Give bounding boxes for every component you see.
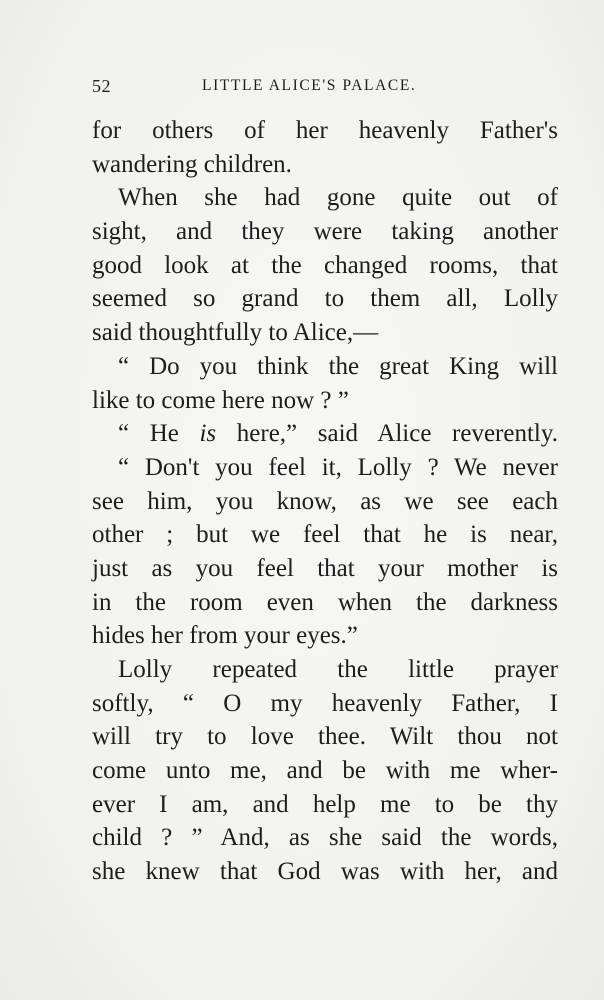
text-line: in the room even when the darkness [92, 588, 558, 616]
text-line: child ? ” And, as she said the words, [92, 824, 558, 852]
text-line: she knew that God was with her, and [92, 858, 558, 886]
text-line: When she had gone quite out of [118, 184, 558, 212]
text-line: will try to love thee. Wilt thou not [92, 723, 558, 751]
text-line: ever I am, and help me to be thy [92, 790, 558, 818]
text-line: for others of her heavenly Father's [92, 117, 558, 144]
text-line: hides her from your eyes.” [92, 622, 358, 650]
text-line: softly, “ O my heavenly Father, I [92, 689, 558, 717]
page-number: 52 [92, 76, 111, 96]
text-line: seemed so grand to them all, Lolly [92, 285, 558, 313]
text-line: like to come here now ? ” [92, 386, 349, 414]
body-text [92, 114, 558, 889]
text-line: “ Don't you feel it, Lolly ? We never [118, 453, 558, 481]
emphasis: is [199, 420, 217, 448]
text-line: Lolly repeated the little prayer [118, 656, 558, 683]
page-header [92, 76, 558, 98]
text-line: good look at the changed rooms, that [92, 251, 558, 279]
text-line: sight, and they were taking another [92, 218, 558, 246]
text-line: other ; but we feel that he is near, [92, 521, 558, 549]
text-line: “ He is here,” said Alice reverently. [118, 420, 558, 448]
text-line: see him, you know, as we see each [92, 487, 558, 515]
text-line: “ Do you think the great King will [118, 352, 558, 380]
text-line: just as you feel that your mother is [92, 554, 558, 582]
text-line: said thoughtfully to Alice,— [92, 319, 379, 347]
text-line: wandering children. [92, 150, 292, 178]
text-line: come unto me, and be with me wher- [92, 757, 558, 785]
running-title: LITTLE ALICE'S PALACE. [202, 77, 417, 94]
